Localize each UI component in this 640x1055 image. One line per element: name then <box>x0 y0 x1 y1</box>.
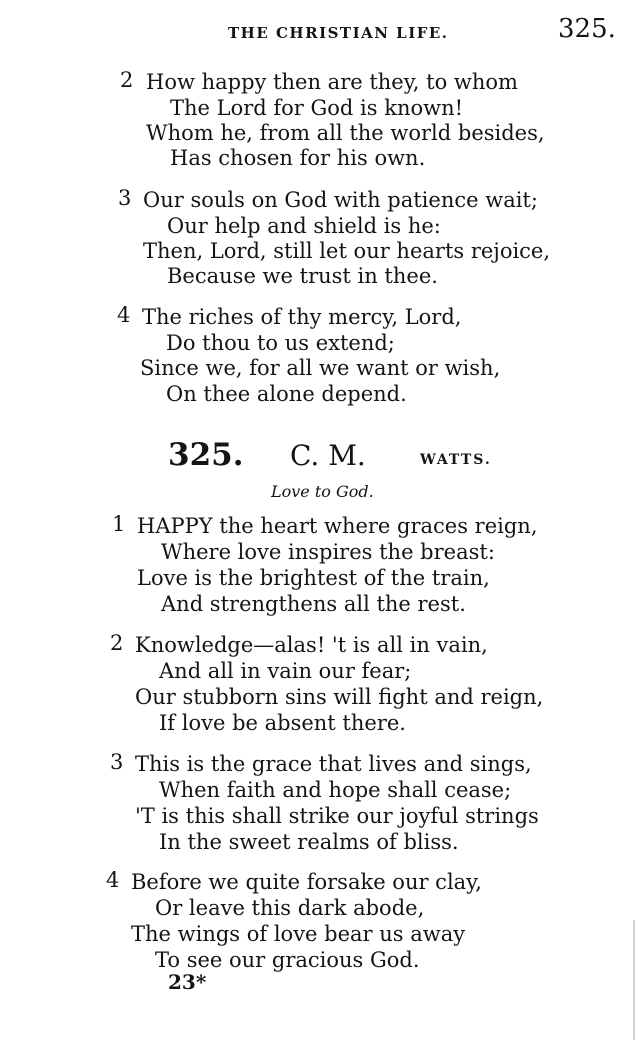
verse-line: Before we quite forsake our clay, <box>131 870 482 894</box>
stanza-number: 4 <box>117 303 131 327</box>
verse-line: Then, Lord, still let our hearts rejoice, <box>143 239 551 263</box>
verse-line: 'T is this shall strike our joyful strings <box>135 804 539 828</box>
running-title: THE CHRISTIAN LIFE. <box>228 24 449 42</box>
verse-line: Whom he, from all the world besides, <box>146 121 545 145</box>
verse-line: In the sweet realms of bliss. <box>159 830 459 854</box>
verse-line: When faith and hope shall cease; <box>159 778 512 802</box>
verse-line: If love be absent there. <box>159 711 406 735</box>
verse-line: On thee alone depend. <box>166 382 407 406</box>
verse-line: Love is the brightest of the train, <box>137 566 490 590</box>
hymn-author: WATTS. <box>420 452 492 468</box>
stanza-number: 1 <box>112 512 126 536</box>
verse-line: The Lord for God is known! <box>170 96 464 120</box>
verse-line: Do thou to us extend; <box>166 331 395 355</box>
stanza-number: 3 <box>118 186 132 210</box>
verse-line: Because we trust in thee. <box>167 264 438 288</box>
verse-line: Knowledge—alas! 't is all in vain, <box>135 633 488 657</box>
verse-line: How happy then are they, to whom <box>146 70 518 94</box>
verse-line: And strengthens all the rest. <box>161 592 466 616</box>
stanza-number: 3 <box>110 750 124 774</box>
signature-mark: 23* <box>168 970 207 994</box>
hymn-title: Love to God. <box>271 482 374 501</box>
verse-line: The riches of thy mercy, Lord, <box>142 305 462 329</box>
verse-line: Our souls on God with patience wait; <box>143 188 538 212</box>
verse-line: HAPPY the heart where graces reign, <box>137 514 538 538</box>
verse-line: Where love inspires the breast: <box>161 540 495 564</box>
verse-line: And all in vain our fear; <box>159 659 412 683</box>
verse-line: To see our gracious God. <box>155 948 420 972</box>
hymn-number: 325. <box>168 437 244 473</box>
verse-line: Since we, for all we want or wish, <box>140 356 501 380</box>
hymn-meter: C. M. <box>290 439 366 472</box>
verse-line: Has chosen for his own. <box>170 146 426 170</box>
page-number: 325. <box>558 14 616 44</box>
stanza-number: 4 <box>106 868 120 892</box>
verse-line: Our help and shield is he: <box>167 214 441 238</box>
verse-line: Our stubborn sins will fight and reign, <box>135 685 544 709</box>
stanza-number: 2 <box>110 631 124 655</box>
stanza-number: 2 <box>120 68 134 92</box>
verse-line: The wings of love bear us away <box>131 922 466 946</box>
page-edge-shadow <box>633 920 635 1040</box>
verse-line: This is the grace that lives and sings, <box>135 752 532 776</box>
verse-line: Or leave this dark abode, <box>155 896 425 920</box>
